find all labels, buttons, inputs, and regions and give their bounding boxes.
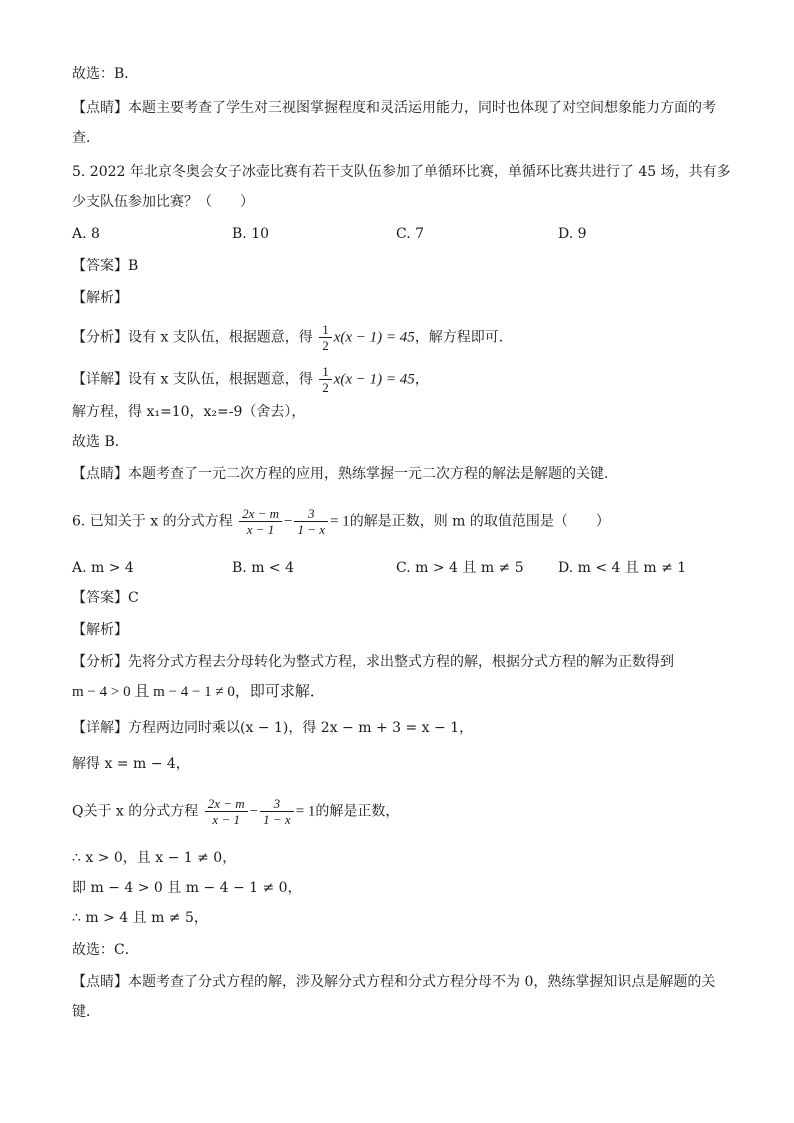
q5-option-c: C. 7	[396, 226, 425, 242]
q5-solve-line: 解方程，得 x₁=10，x₂=-9（舍去），	[72, 404, 306, 420]
equation-rhs: = 1	[330, 513, 350, 530]
q5-stem-line-1: 5. 2022 年北京冬奥会女子冰壶比赛有若干支队伍参加了单循环比赛，单循环比赛共进行了 45 场，共有多	[72, 164, 731, 180]
q5-comment-line	[72, 464, 618, 484]
frac-denominator: 1 − x	[263, 812, 291, 827]
fraction-1	[239, 506, 282, 537]
comment-tag: 【点睛】	[72, 100, 128, 116]
q4-comment-line-1	[72, 98, 716, 118]
frac-numerator: 3	[260, 796, 294, 812]
q6-comment-line-1	[72, 972, 715, 992]
frac-numerator: 1	[319, 364, 332, 380]
xiangjie-tag: 【详解】	[72, 371, 128, 388]
xiangjie-text: 设有 x 支队伍，根据题意，得	[128, 371, 313, 388]
comment-text: 本题考查了一元二次方程的应用，熟练掌握一元二次方程的解法是解题的关键．	[128, 466, 618, 482]
equation-rhs: = 1	[295, 803, 316, 820]
q6-option-a: A. m > 4	[72, 560, 134, 576]
q5-analysis-heading: 【解析】	[72, 290, 128, 306]
fenxi-text: 设有 x 支队伍，根据题意，得	[128, 329, 313, 346]
equation-body: x(x − 1) = 45	[333, 329, 415, 346]
q6-stem-tail: 的解是正数，则 m 的取值范围是（ ）	[349, 513, 610, 530]
half-fraction	[319, 364, 332, 395]
frac-denominator: 1 − x	[297, 522, 326, 537]
q6-step-1	[72, 718, 473, 738]
fenxi-tag: 【分析】	[72, 329, 128, 346]
q6-option-b: B. m < 4	[232, 560, 295, 576]
q6-step-6: ∴ m > 4 且 m ≠ 5，	[72, 910, 208, 926]
frac-denominator: 2	[322, 338, 329, 353]
q5-answer: 【答案】B	[72, 258, 139, 274]
q6-stem-text: 6. 已知关于 x 的分式方程	[72, 513, 233, 530]
step-tail: 的解是正数，	[315, 803, 400, 820]
fenxi-text: 先将分式方程去分母转化为整式方程，求出整式方程的解，根据分式方程的解为正数得到	[128, 654, 674, 670]
comment-text: 本题主要考查了学生对三视图掌握程度和灵活运用能力，同时也体现了对空间想象能力方面的考	[128, 100, 716, 116]
q6-fenxi-line-1	[72, 652, 674, 672]
q6-option-d: D. m < 4 且 m ≠ 1	[558, 560, 687, 576]
q6-stem-line	[72, 506, 610, 537]
frac-denominator: x − 1	[246, 522, 275, 537]
frac-numerator: 2x − m	[239, 506, 282, 522]
q6-options	[72, 558, 722, 578]
q6-step-2: 解得 x = m − 4，	[72, 756, 190, 772]
step-text: 方程两边同时乘以(x − 1)，得 2x − m + 3 = x − 1，	[128, 720, 474, 736]
fenxi-tail: ，解方程即可．	[414, 329, 513, 346]
frac-denominator: 2	[322, 380, 329, 395]
fraction-1	[205, 796, 248, 827]
q5-xiangjie-line	[72, 364, 429, 395]
half-fraction	[319, 322, 332, 353]
q5-stem-line-2: 少支队伍参加比赛？（ ）	[72, 194, 254, 210]
equation-body: x(x − 1) = 45	[333, 371, 415, 388]
q5-fenxi-line	[72, 322, 513, 353]
q6-step-4: ∴ x > 0，且 x − 1 ≠ 0，	[72, 850, 237, 866]
minus-sign: −	[284, 513, 293, 530]
q6-option-c: C. m > 4 且 m ≠ 5	[396, 560, 524, 576]
q6-comment-line-2: 键．	[72, 1004, 100, 1020]
fraction-2	[260, 796, 294, 827]
frac-numerator: 3	[294, 506, 328, 522]
q5-option-a: A. 8	[72, 226, 100, 242]
q4-comment-line-2: 查．	[72, 130, 100, 146]
q5-option-d: D. 9	[558, 226, 587, 242]
fenxi-tag: 【分析】	[72, 654, 128, 670]
comment-tag: 【点睛】	[72, 974, 128, 990]
frac-numerator: 1	[319, 322, 332, 338]
xiangjie-tail: ，	[414, 371, 429, 388]
minus-sign: −	[249, 803, 259, 820]
q5-choose-line: 故选 B．	[72, 434, 129, 450]
q5-options	[72, 224, 722, 244]
q6-choose-line: 故选：C．	[72, 942, 139, 958]
q6-step-3	[72, 796, 399, 827]
comment-text: 本题考查了分式方程的解，涉及解分式方程和分式方程分母不为 0，熟练掌握知识点是解题的关	[128, 974, 716, 990]
comment-tag: 【点睛】	[72, 466, 128, 482]
xiangjie-tag: 【详解】	[72, 720, 128, 736]
q6-analysis-heading: 【解析】	[72, 622, 128, 638]
q6-fenxi-line-2: m − 4 > 0 且 m − 4 − 1 ≠ 0，即可求解．	[72, 684, 325, 700]
fraction-2	[294, 506, 328, 537]
frac-numerator: 2x − m	[205, 796, 248, 812]
q6-step-5: 即 m − 4 > 0 且 m − 4 − 1 ≠ 0，	[72, 880, 302, 896]
q6-answer: 【答案】C	[72, 590, 139, 606]
q4-answer-line: 故选：B．	[72, 66, 139, 82]
frac-denominator: x − 1	[212, 812, 240, 827]
q5-option-b: B. 10	[232, 226, 270, 242]
step-text: Q关于 x 的分式方程	[72, 803, 199, 820]
